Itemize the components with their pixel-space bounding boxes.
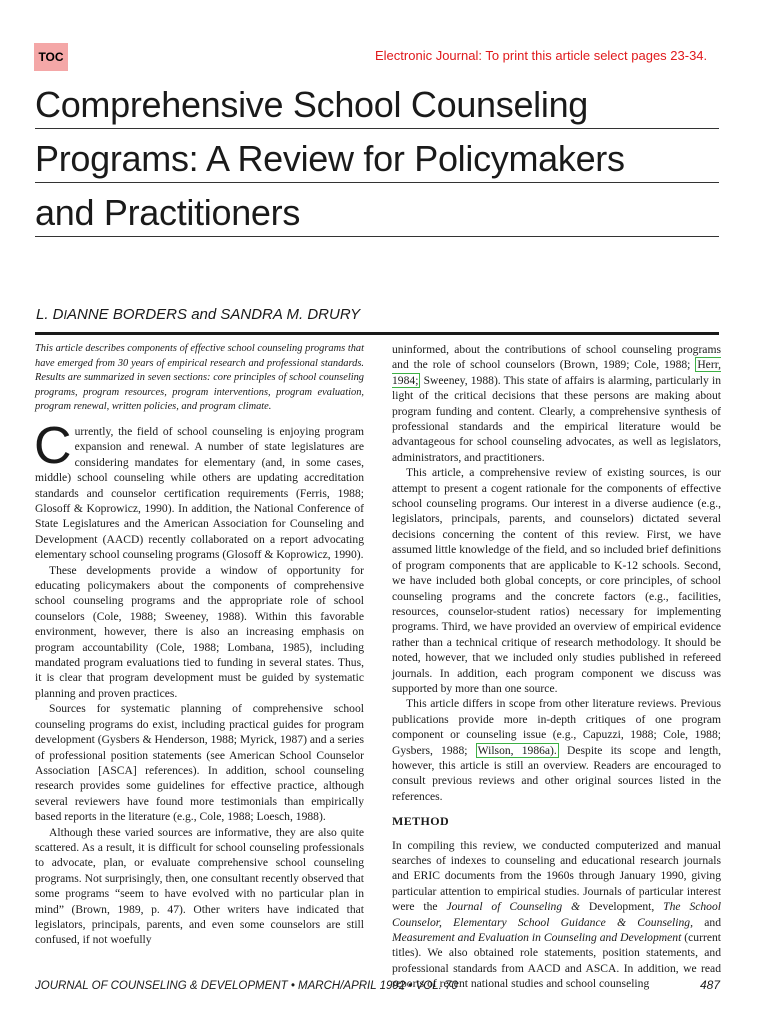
abstract: This article describes components of effective school counseling programs that have emerged from 30 years of empirical research and professional standards. Results are summarized in seven sections: core principles of school counseling programs, program resources, program interventions, program evaluation, program renewal, written policies, and program climate. — [35, 343, 364, 413]
title-rule-1 — [35, 128, 719, 129]
author-part-1: L. D — [36, 306, 64, 323]
text-run: uninformed, about the contributions of school counseling programs and the role of school counselors (Brown, 1989; Cole, 1988; — [392, 343, 721, 372]
author-rule — [35, 332, 719, 335]
author-part-3: ANNE BORDERS and SANDRA M. DRURY — [67, 306, 361, 323]
article-title-line-1: Comprehensive School Counseling — [35, 84, 589, 125]
toc-button[interactable]: TOC — [34, 43, 68, 71]
citation-link-herr-1984[interactable]: Herr, 1984; — [392, 358, 721, 387]
text-run: In compiling this review, we conducted computerized and manual searches of indexes to counseling and educational research journals and ERIC documents from the 1960s through January 1990, giving particular attention to empirical studies. Journals of particular interest were the — [392, 838, 721, 914]
electronic-journal-note: Electronic Journal: To print this article select pages 23-34. — [375, 48, 708, 63]
journal-title: The School Counselor, Elementary School Guidance & Counseling, — [392, 900, 721, 929]
journal-title: Journal of Counseling & — [446, 900, 581, 914]
text-run: Despite its scope and length, however, this article is still an overview. Readers are encouraged to consult previous reviews and other original sources listed in the references. — [392, 743, 722, 803]
text-run: Development, — [588, 900, 655, 914]
paragraph — [392, 696, 721, 804]
citation-link-wilson-1986a[interactable]: Wilson, 1986a). — [477, 743, 557, 757]
left-column — [35, 342, 364, 948]
page-number: 487 — [699, 978, 720, 992]
paragraph: This article, a comprehensive review of existing sources, is our attempt to present a cogent rationale for the components of effective school counseling programs. Our interest in a diverse audience (e.g., legislators, principals, parents, and counselors) dictated several decisions concerning the content of this review. First, we have assumed little knowledge of the field, and so included brief definitions of program components that are applicable to K-12 schools. Second, we have included both global concepts, or core principles, of school counseling programs and the concrete factors (e.g., facilities, resources, counselor-student ratios) necessary for implementing programs. Third, we have provided an overview of empirical evidence rather than a technical critique of research methodology. It should be noted, however, that we included only studies published in refereed journals. In addition, each program component we discuss was supported by more than one source. — [392, 466, 721, 695]
author-part-2: I — [63, 308, 67, 322]
text-run: Sweeney, 1988). This state of affairs is alarming, particularly in light of the critical decisions that these persons are making about program funding and content. Clearly, a comprehensive synthesis of professional standards and the empirical literature would be advantageous for school counseling advocates, as well as legislators, administrators, and practitioners. — [392, 373, 721, 464]
text-run: This article differs in scope from other literature reviews. Previous publications provide more in-depth critiques of one program component or counseling issue (e.g., Capuzzi, 1988; Cole, 1988; Gysbers, 1988; — [392, 697, 721, 757]
paragraph: Sources for systematic planning of comprehensive school counseling programs do exist, including practical guides for program development (Gysbers & Henderson, 1988; Myrick, 1987) and a series of professional position statements (see American School Counselor Association [ASCA] references). In addition, school counseling research provides some guidelines for effective practice, although several reviewers have found more testimonials than empirically based reports in the literature (e.g., Cole, 1988; Loesch, 1988). — [35, 702, 364, 824]
intro-text: urrently, the field of school counseling is enjoying program expansion and renewal. A number of state legislatures are considering mandates for elementary (and, in some cases, middle) school counseling while others are updating accreditation standards and counselor certification requirements (Ferris, 1988; Glosoff & Koprowicz, 1990). In addition, the National Conference of State Legislatures and the American Association for Counseling and Development (AACD) recently collaborated on a report advocating elementary school counseling programs (Glosoff & Koprowicz, 1990). — [35, 424, 364, 562]
paragraph — [392, 838, 721, 992]
paragraph — [392, 342, 721, 465]
text-run: (current titles). We also obtained role statements, position statements, and professional standards from AACD and ASCA. In addition, we read reports of recent national studies and school counseling — [392, 931, 721, 991]
intro-paragraph — [34, 416, 364, 563]
journal-title: Measurement and Evaluation in Counseling and Development — [392, 931, 682, 945]
section-heading-method: METHOD — [392, 814, 450, 829]
paragraph: These developments provide a window of opportunity for educating policymakers about the components of comprehensive school counseling programs and the appropriate role of school counselors (Cole, 1988; Sweeney, 1988). Within this favorable environment, however, there is also an increasing emphasis on program accountability (Cole, 1988; Lombana, 1985), including mandated program evaluations tied to funding in several states. Thus, it is clear that program development must be guided by systematic planning and proven practices. — [35, 563, 364, 700]
article-title-line-3: and Practitioners — [35, 192, 301, 233]
drop-cap: C — [34, 416, 72, 475]
author-line — [36, 306, 716, 323]
paragraph: Although these varied sources are informative, they are also quite scattered. As a result, it is difficult for school counseling professionals to advocate, plan, or evaluate comprehensive school counseling programs. Not surprisingly, then, one consultant recently observed that some programs “seem to have evolved with no particular plan in mind” (Brown, 1989, p. 47). Other writers have indicated that legislators, principals, parents, and even some counselors are still confused, if not woefully — [35, 825, 364, 947]
text-run: and — [704, 915, 722, 929]
title-rule-3 — [35, 236, 719, 237]
article-title-line-2: Programs: A Review for Policymakers — [35, 138, 625, 179]
journal-footer: JOURNAL OF COUNSELING & DEVELOPMENT • MARCH/APRIL 1992 • VOL. 70 — [35, 980, 458, 992]
title-rule-2 — [35, 182, 719, 183]
right-column — [392, 342, 721, 992]
